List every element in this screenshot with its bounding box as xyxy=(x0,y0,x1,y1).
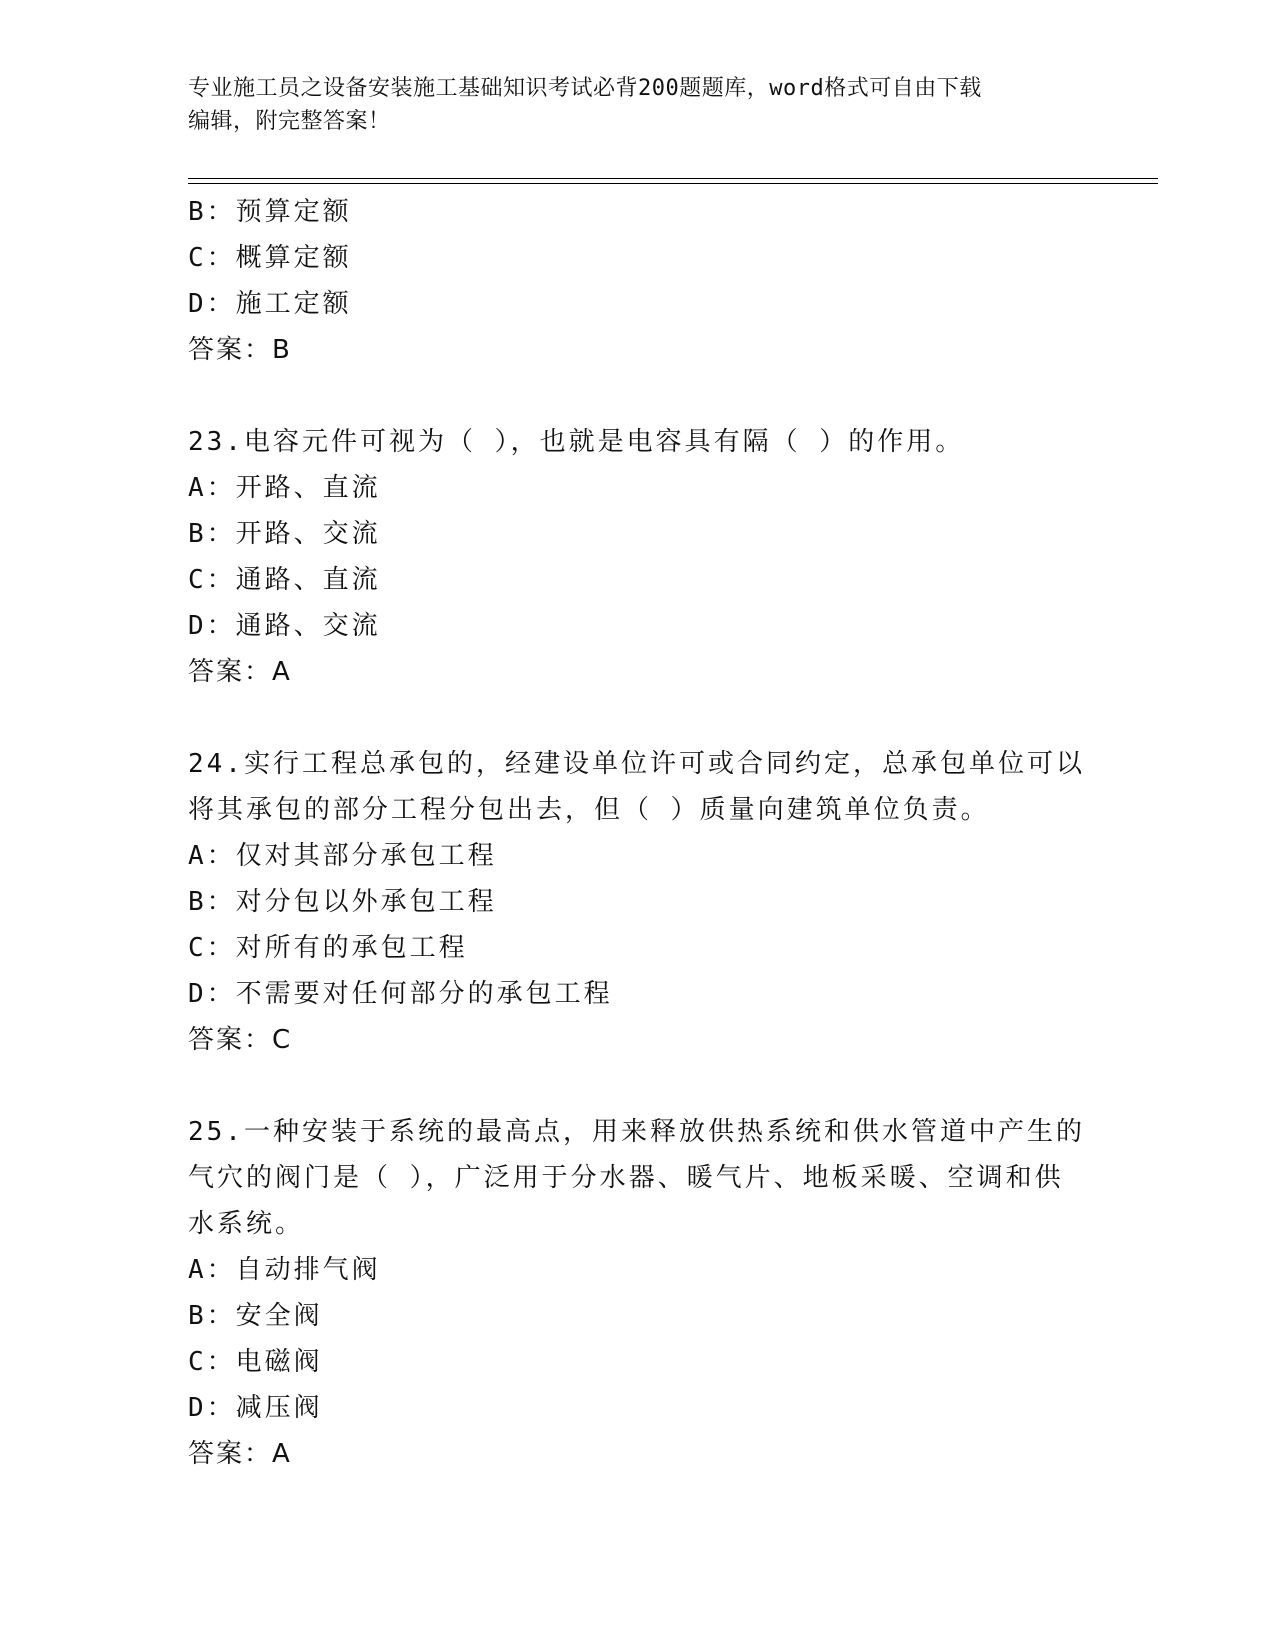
option-b: B：安全阀 xyxy=(188,1301,323,1331)
question-text: 23.电容元件可视为（ ），也就是电容具有隔（ ）的作用。 xyxy=(188,427,965,457)
question-25 xyxy=(188,1109,1088,1477)
option-a: A：开路、直流 xyxy=(188,473,381,503)
answer: 答案：C xyxy=(188,1025,293,1055)
question-list xyxy=(188,189,1088,1523)
option-d: D：不需要对任何部分的承包工程 xyxy=(188,979,613,1009)
document-header xyxy=(188,72,1088,138)
question-text: 水系统。 xyxy=(188,1209,305,1239)
option-d: D：通路、交流 xyxy=(188,611,381,641)
answer: 答案：A xyxy=(188,1439,292,1469)
option-b: B：预算定额 xyxy=(188,197,352,227)
answer: 答案：A xyxy=(188,657,292,687)
option-c: C：通路、直流 xyxy=(188,565,381,595)
option-d: D：施工定额 xyxy=(188,289,352,319)
question-text: 24.实行工程总承包的，经建设单位许可或合同约定，总承包单位可以 xyxy=(188,749,1085,779)
option-b: B：对分包以外承包工程 xyxy=(188,887,497,917)
answer: 答案：B xyxy=(188,335,292,365)
question-text: 气穴的阀门是（ ），广泛用于分水器、暖气片、地板采暖、空调和供 xyxy=(188,1163,1064,1193)
question-23 xyxy=(188,419,1088,695)
question-text: 将其承包的部分工程分包出去，但（ ）质量向建筑单位负责。 xyxy=(188,795,990,825)
option-b: B：开路、交流 xyxy=(188,519,381,549)
option-a: A：自动排气阀 xyxy=(188,1255,381,1285)
header-line-1: 专业施工员之设备安装施工基础知识考试必背200题题库，word格式可自由下载 xyxy=(188,76,982,101)
header-rule-bottom xyxy=(188,183,1158,184)
question-24 xyxy=(188,741,1088,1063)
header-rule-top xyxy=(188,178,1158,179)
option-c: C：对所有的承包工程 xyxy=(188,933,468,963)
question-22-continuation xyxy=(188,189,1088,373)
option-a: A：仅对其部分承包工程 xyxy=(188,841,497,871)
question-text: 25.一种安装于系统的最高点，用来释放供热系统和供水管道中产生的 xyxy=(188,1117,1085,1147)
option-c: C：电磁阀 xyxy=(188,1347,323,1377)
option-c: C：概算定额 xyxy=(188,243,352,273)
header-line-2: 编辑，附完整答案！ xyxy=(188,109,391,134)
option-d: D：减压阀 xyxy=(188,1393,323,1423)
